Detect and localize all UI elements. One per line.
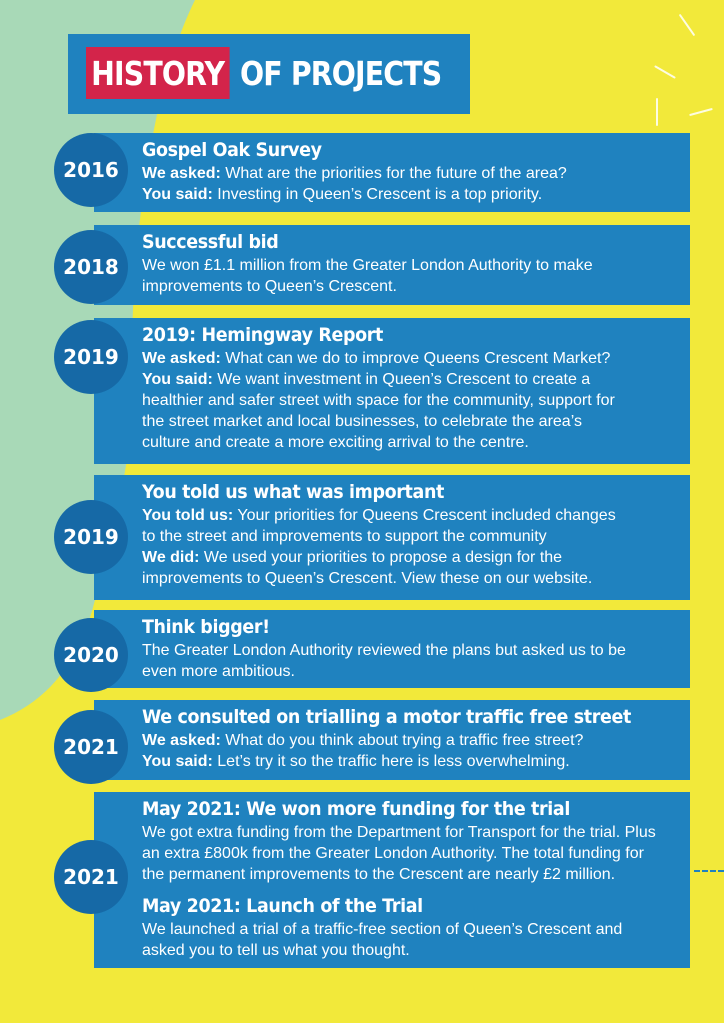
entry-label: You said:: [142, 186, 213, 203]
entry-line: [142, 163, 682, 184]
timeline-entry: [94, 475, 690, 600]
year-badge: 2019: [54, 500, 128, 574]
entry-text: What are the priorities for the future of the area?: [220, 165, 567, 182]
entry-text: We want investment in Queen’s Crescent to create a: [212, 371, 591, 388]
entry-text: Investing in Queen’s Crescent is a top priority.: [212, 186, 543, 203]
entry-line: [142, 661, 682, 682]
entry-text: The Greater London Authority reviewed the plans but asked us to be: [142, 642, 626, 659]
entry-line: [142, 390, 682, 411]
page-title: [68, 34, 470, 114]
entry-label: You said:: [142, 753, 213, 770]
sparkle-decoration: [656, 98, 658, 126]
entry-text: Let’s try it so the traffic here is less overwhelming.: [212, 753, 570, 770]
entry-line: [142, 843, 682, 864]
title-text: OF PROJECTS: [240, 53, 442, 93]
entry-title: Gospel Oak Survey: [142, 139, 322, 161]
entry-text: We won £1.1 million from the Greater London Authority to make: [142, 257, 593, 274]
timeline-entry: [94, 133, 690, 212]
timeline-entry: [94, 318, 690, 464]
entry-text: healthier and safer street with space for the community, support for: [142, 392, 615, 409]
entry-line: [142, 864, 682, 885]
entry-line: [142, 348, 682, 369]
entry-line: [142, 919, 682, 940]
entry-line: [142, 640, 682, 661]
dashed-line-decoration: [694, 870, 724, 872]
entry-title: We consulted on trialling a motor traffic free street: [142, 706, 631, 728]
entry-title: May 2021: We won more funding for the trial: [142, 798, 570, 820]
entry-text: We used your priorities to propose a design for the: [199, 549, 563, 566]
entry-line: [142, 276, 682, 297]
entry-line: [142, 255, 682, 276]
year-badge: 2021: [54, 840, 128, 914]
year-badge: 2019: [54, 320, 128, 394]
entry-line: [142, 940, 682, 961]
entry-line: [142, 369, 682, 390]
entry-text: to the street and improvements to support the community: [142, 528, 547, 545]
entry-title: You told us what was important: [142, 481, 445, 503]
entry-line: [142, 822, 682, 843]
timeline-entry: [94, 792, 690, 968]
entry-line: [142, 184, 682, 205]
entry-text: Your priorities for Queens Crescent included changes: [233, 507, 616, 524]
entry-text: the street market and local businesses, to celebrate the area’s: [142, 413, 582, 430]
entry-text: an extra £800k from the Greater London Authority. The total funding for: [142, 845, 644, 862]
year-badge: 2021: [54, 710, 128, 784]
entry-label: We asked:: [142, 165, 221, 182]
entry-text: What do you think about trying a traffic free street?: [220, 732, 584, 749]
entry-text: culture and create a more exciting arrival to the centre.: [142, 434, 529, 451]
timeline-entry: [94, 225, 690, 305]
entry-title: Think bigger!: [142, 616, 270, 638]
entry-title: 2019: Hemingway Report: [142, 324, 383, 346]
year-badge: 2018: [54, 230, 128, 304]
entry-line: [142, 568, 682, 589]
entry-text: asked you to tell us what you thought.: [142, 942, 410, 959]
entry-label: We asked:: [142, 350, 221, 367]
year-badge: 2016: [54, 133, 128, 207]
entry-text: improvements to Queen’s Crescent. View these on our website.: [142, 570, 593, 587]
entry-label: We asked:: [142, 732, 221, 749]
entry-line: [142, 505, 682, 526]
entry-line: [142, 751, 682, 772]
entry-text: We launched a trial of a traffic-free section of Queen’s Crescent and: [142, 921, 623, 938]
entry-line: [142, 432, 682, 453]
entry-label: You said:: [142, 371, 213, 388]
entry-text: improvements to Queen’s Crescent.: [142, 278, 397, 295]
entry-line: [142, 526, 682, 547]
entry-line: [142, 411, 682, 432]
entry-title: May 2021: Launch of the Trial: [142, 895, 423, 917]
timeline-entry: [94, 610, 690, 688]
entry-text: the permanent improvements to the Crescent are nearly £2 million.: [142, 866, 616, 883]
entry-title: Successful bid: [142, 231, 279, 253]
year-badge: 2020: [54, 618, 128, 692]
entry-text: We got extra funding from the Department for Transport for the trial. Plus: [142, 824, 656, 841]
title-highlight: HISTORY: [86, 47, 229, 99]
entry-label: We did:: [142, 549, 200, 566]
entry-text: What can we do to improve Queens Crescent Market?: [220, 350, 611, 367]
entry-line: [142, 547, 682, 568]
entry-text: even more ambitious.: [142, 663, 295, 680]
timeline-entry: [94, 700, 690, 780]
entry-label: You told us:: [142, 507, 234, 524]
entry-line: [142, 730, 682, 751]
